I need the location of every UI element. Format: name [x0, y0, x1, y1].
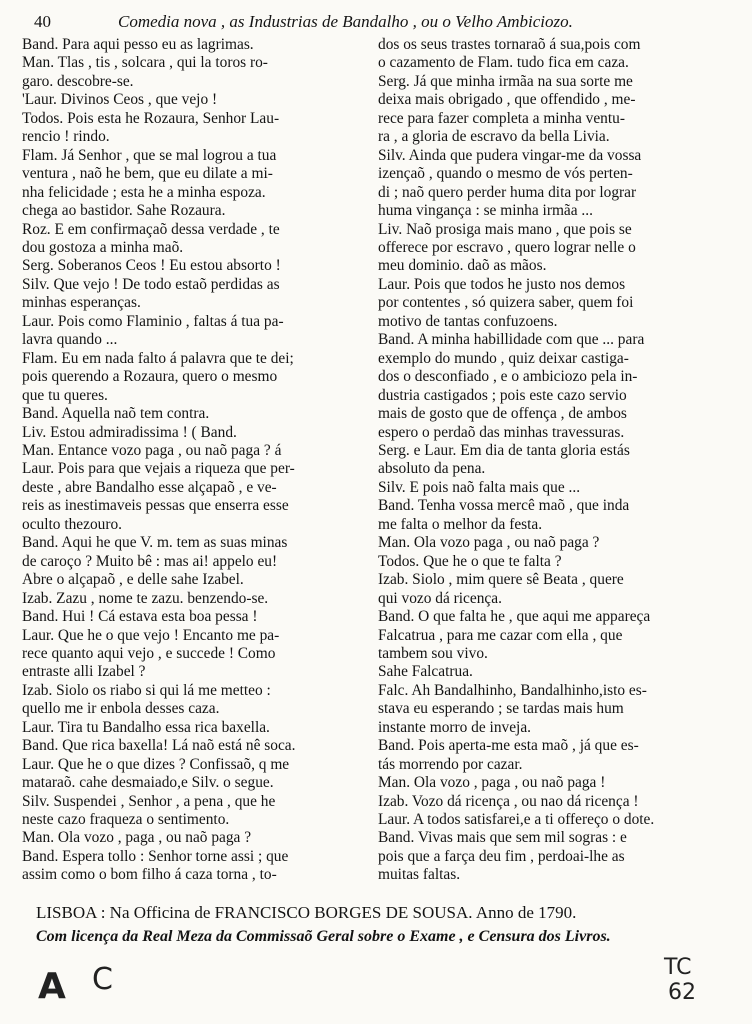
text-line: Laur. Pois que todos he justo nos demos [378, 275, 626, 293]
text-line: Silv. Suspendei , Senhor , a pena , que he [22, 792, 276, 810]
text-line: entraste alli Izabel ? [22, 663, 146, 681]
running-header [0, 10, 752, 34]
text-line: Laur. Que he o que dizes ? Confissaõ, q me [22, 755, 290, 773]
text-line: pois que a farça deu fim , perdoai-lhe as [378, 847, 625, 865]
text-line: Liv. Naõ prosiga mais mano , que pois se [378, 220, 632, 238]
text-line: Laur. Pois para que vejais a riqueza que per- [22, 460, 295, 478]
text-line: deste , abre Bandalho esse alçapaõ , e ve- [22, 478, 277, 496]
text-line: pois querendo a Rozaura, quero o mesmo [22, 368, 278, 386]
text-line: de caroço ? Muito bê : mas ai! appelo eu! [22, 552, 278, 570]
text-line: Liv. Estou admiradissima ! ( Band. [22, 423, 237, 441]
text-line: Band. Aquella naõ tem contra. [22, 405, 210, 423]
text-line: motivo de tantas confuzoens. [378, 312, 558, 330]
text-line: Laur. Que he o que vejo ! Encanto me pa- [22, 626, 280, 644]
text-line: Man. Ola vozo , paga , ou naõ paga ! [378, 774, 606, 792]
text-line: qui vozo dá ricença. [378, 589, 502, 607]
text-line: Silv. Que vejo ! De todo estaõ perdidas as [22, 275, 280, 293]
text-line: Band. Espera tollo : Senhor torne assi ; que [22, 847, 289, 865]
text-line: dou gostoza a minha maõ. [22, 238, 184, 256]
text-line: que tu queres. [22, 386, 108, 404]
text-line: Todos. Que he o que te falta ? [378, 552, 562, 570]
handwritten-code-top: TC [664, 955, 692, 980]
text-line: Sahe Falcatrua. [378, 663, 473, 681]
text-line: Falc. Ah Bandalhinho, Bandalhinho,isto es- [378, 681, 647, 699]
handwritten-code-bottom: 62 [668, 980, 696, 1005]
text-line: exemplo do mundo , quiz deixar castiga- [378, 349, 629, 367]
text-line: Laur. A todos satisfarei,e a ti offereço o dote. [378, 811, 655, 829]
text-line: Band. A minha habillidade com que ... para [378, 331, 645, 349]
text-line: Band. Que rica baxella! Lá naõ está nê soca. [22, 737, 296, 755]
text-line: nha felicidade ; esta he a minha espoza. [22, 183, 266, 201]
text-line: Band. O que falta he , que aqui me appareça [378, 608, 651, 626]
text-line: Laur. Tira tu Bandalho essa rica baxella. [22, 718, 270, 736]
text-line: o cazamento de Flam. tudo fica em caza. [378, 54, 629, 72]
text-line: rece para fazer completa a minha ventu- [378, 109, 625, 127]
text-line: garo. descobre-se. [22, 72, 134, 90]
license-line: Com licença da Real Meza da Commissaõ Geral sobre o Exame , e Censura dos Livros. [36, 928, 611, 945]
text-line: huma vingança : se minha irmãa ... [378, 202, 593, 220]
text-line: di ; naõ quero perder huma dita por lograr [378, 183, 637, 201]
text-line: dos os seus trastes tornaraõ á sua,pois com [378, 36, 641, 53]
page-number: 40 [34, 12, 51, 31]
text-line: Todos. Pois esta he Rozaura, Senhor Lau- [22, 109, 280, 127]
text-line: ventura , naõ he bem, que eu dilate a mi- [22, 165, 273, 183]
text-line: Flam. Já Senhor , que se mal logrou a tua [22, 146, 277, 164]
text-line: Izab. Siolo , mim quere sê Beata , quere [378, 571, 624, 589]
text-line: offerece por escravo , quero lograr nelle o [378, 238, 636, 256]
text-line: Falcatrua , para me cazar com ella , que [378, 626, 623, 644]
text-line: tás morrendo por cazar. [378, 755, 523, 773]
text-line: izençaõ , quando o mesmo de vós perten- [378, 165, 633, 183]
running-title: Comedia nova , as Industrias de Bandalho , ou o Velho Ambiciozo. [118, 12, 573, 31]
text-line: Band. Para aqui pesso eu as lagrimas. [22, 36, 254, 53]
text-line: quello me ir enbola desses caza. [22, 700, 220, 718]
text-line: mais de gosto que de offença , de ambos [378, 405, 627, 423]
text-line: meu dominio. daõ as mãos. [378, 257, 547, 275]
text-line: Man. Ola vozo , paga , ou naõ paga ? [22, 829, 252, 847]
text-line: dos o desconfiado , e o ambiciozo pela in- [378, 368, 638, 386]
text-line: Man. Tlas , tis , solcara , qui la toros ro- [22, 54, 268, 72]
text-line: Serg. Soberanos Ceos ! Eu estou absorto ! [22, 257, 281, 275]
text-line: dustria castigados ; pois este cazo servio [378, 386, 627, 404]
text-line: Silv. Ainda que pudera vingar-me da vossa [378, 146, 642, 164]
text-line: mataraõ. cahe desmaiado,e Silv. o segue. [22, 774, 274, 792]
text-line: Band. Vivas mais que sem mil sogras : e [378, 829, 627, 847]
left-column [22, 36, 366, 885]
imprint-line: LISBOA : Na Officina de FRANCISCO BORGES DE SOUSA. Anno de 1790. [36, 903, 577, 922]
text-line: Man. Entance vozo paga , ou naõ paga ? á [22, 441, 282, 459]
text-line: rencio ! rindo. [22, 128, 110, 146]
text-line: Izab. Siolo os riabo si qui lá me metteo : [22, 681, 271, 699]
text-line: Izab. Zazu , nome te zazu. benzendo-se. [22, 589, 269, 607]
text-line: Laur. Pois como Flaminio , faltas á tua pa- [22, 312, 284, 330]
text-line: Serg. Já que minha irmãa na sua sorte me [378, 72, 633, 90]
text-line: Serg. e Laur. Em dia de tanta gloria estás [378, 441, 630, 459]
text-line: Roz. E em confirmaçaõ dessa verdade , te [22, 220, 280, 238]
text-line: rece quanto aqui vejo , e succede ! Como [22, 644, 276, 662]
text-line: por contentes , só quizera saber, quem foi [378, 294, 634, 312]
text-line: deixa mais obrigado , que offendido , me- [378, 91, 636, 109]
text-line: Band. Aqui he que V. m. tem as suas minas [22, 534, 288, 552]
text-line: stava eu esperando ; se tardas mais hum [378, 700, 624, 718]
text-line: muitas faltas. [378, 866, 461, 884]
text-line: Silv. E pois naõ falta mais que ... [378, 478, 581, 496]
text-line: Man. Ola vozo paga , ou naõ paga ? [378, 534, 600, 552]
text-line: Band. Pois aperta-me esta maõ , já que es- [378, 737, 639, 755]
text-line: ra , a gloria de escravo da bella Livia. [378, 128, 610, 146]
text-line: instante morro de inveja. [378, 718, 532, 736]
text-line: espero o perdaõ das minhas travessuras. [378, 423, 625, 441]
text-line: Abre o alçapaõ , e delle sahe Izabel. [22, 571, 244, 589]
text-line: Band. Tenha vossa mercê maõ , que inda [378, 497, 630, 515]
handwritten-initial: A [38, 966, 66, 1007]
text-line: reis as inestimaveis pessas que enserra esse [22, 497, 289, 515]
text-line: Band. Hui ! Cá estava esta boa pessa ! [22, 608, 258, 626]
text-line: neste cazo fraqueza o sentimento. [22, 811, 230, 829]
text-line: me falta o melhor da festa. [378, 515, 543, 533]
text-line: lavra quando ... [22, 331, 118, 349]
text-line: minhas esperanças. [22, 294, 141, 312]
text-line: 'Laur. Divinos Ceos , que vejo ! [22, 91, 218, 109]
handwritten-squiggle: C [92, 962, 113, 997]
text-line: chega ao bastidor. Sahe Rozaura. [22, 202, 226, 220]
right-column [378, 36, 724, 885]
text-line: Izab. Vozo dá ricença , ou nao dá ricença ! [378, 792, 639, 810]
text-line: absoluto da pena. [378, 460, 486, 478]
text-line: Flam. Eu em nada falto á palavra que te dei; [22, 349, 294, 367]
text-line: tambem sou vivo. [378, 644, 488, 662]
text-line: assim como o bom filho á caza torna , to- [22, 866, 277, 884]
text-line: oculto thezouro. [22, 515, 123, 533]
